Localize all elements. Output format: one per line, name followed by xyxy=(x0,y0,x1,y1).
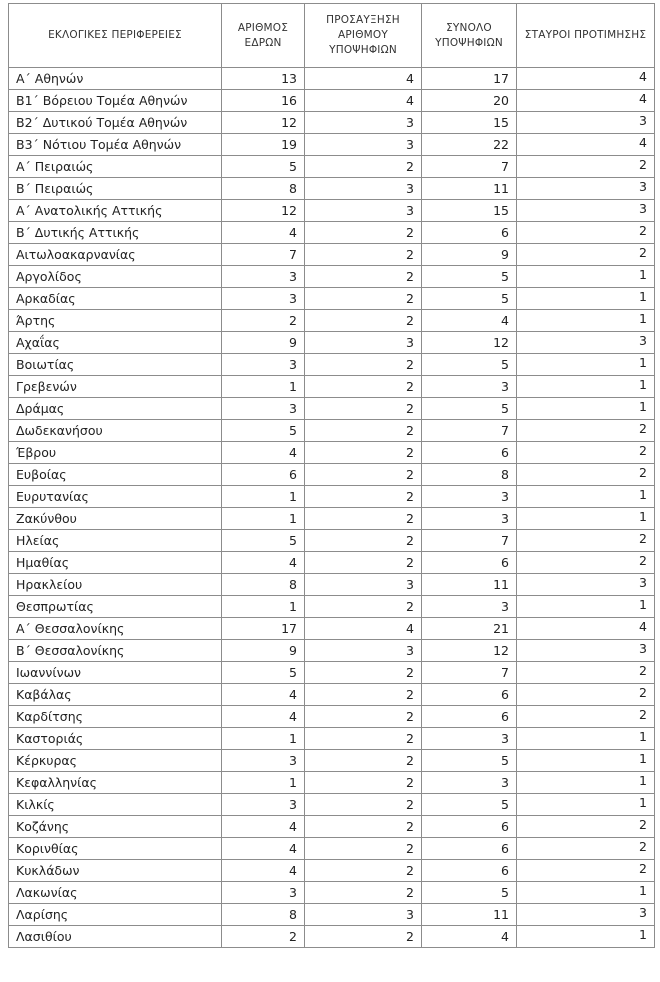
total-candidates-cell: 5 xyxy=(422,794,517,816)
preference-votes-cell: 2 xyxy=(517,244,655,266)
seats-cell: 3 xyxy=(222,266,305,288)
table-row xyxy=(9,178,655,200)
total-candidates-cell: 6 xyxy=(422,684,517,706)
seats-cell: 3 xyxy=(222,794,305,816)
total-candidates-cell: 3 xyxy=(422,376,517,398)
preference-votes-cell: 4 xyxy=(517,90,655,112)
candidate-increase-cell: 2 xyxy=(305,420,422,442)
table-row xyxy=(9,684,655,706)
seats-cell: 17 xyxy=(222,618,305,640)
total-candidates-cell: 7 xyxy=(422,420,517,442)
total-candidates-cell: 3 xyxy=(422,728,517,750)
seats-cell: 6 xyxy=(222,464,305,486)
seats-cell: 12 xyxy=(222,200,305,222)
total-candidates-cell: 4 xyxy=(422,926,517,948)
seats-cell: 1 xyxy=(222,728,305,750)
table-row xyxy=(9,376,655,398)
district-name-cell: Α΄ Θεσσαλονίκης xyxy=(9,618,222,640)
district-name-cell: Ηρακλείου xyxy=(9,574,222,596)
district-name-cell: Α΄ Πειραιώς xyxy=(9,156,222,178)
seats-cell: 4 xyxy=(222,684,305,706)
district-name-cell: Λασιθίου xyxy=(9,926,222,948)
preference-votes-cell: 1 xyxy=(517,596,655,618)
seats-cell: 4 xyxy=(222,442,305,464)
candidate-increase-cell: 2 xyxy=(305,464,422,486)
candidate-increase-cell: 3 xyxy=(305,640,422,662)
candidate-increase-cell: 2 xyxy=(305,772,422,794)
table-row xyxy=(9,90,655,112)
candidate-increase-cell: 2 xyxy=(305,266,422,288)
district-name-cell: Α΄ Αθηνών xyxy=(9,68,222,90)
seats-cell: 9 xyxy=(222,640,305,662)
candidate-increase-cell: 2 xyxy=(305,486,422,508)
seats-cell: 1 xyxy=(222,486,305,508)
preference-votes-cell: 1 xyxy=(517,508,655,530)
table-row xyxy=(9,530,655,552)
table-row xyxy=(9,508,655,530)
preference-votes-cell: 2 xyxy=(517,530,655,552)
preference-votes-cell: 4 xyxy=(517,68,655,90)
table-row xyxy=(9,200,655,222)
district-name-cell: Αχαΐας xyxy=(9,332,222,354)
district-name-cell: Κορινθίας xyxy=(9,838,222,860)
table-row xyxy=(9,794,655,816)
table-row xyxy=(9,134,655,156)
preference-votes-cell: 3 xyxy=(517,640,655,662)
total-candidates-cell: 6 xyxy=(422,860,517,882)
candidate-increase-cell: 2 xyxy=(305,310,422,332)
header-candidate-increase: ΠΡΟΣΑΥΞΗΣΗ ΑΡΙΘΜΟΥ ΥΠΟΨΗΦΙΩΝ xyxy=(305,4,422,68)
preference-votes-cell: 2 xyxy=(517,464,655,486)
preference-votes-cell: 1 xyxy=(517,288,655,310)
total-candidates-cell: 15 xyxy=(422,200,517,222)
total-candidates-cell: 5 xyxy=(422,266,517,288)
district-name-cell: Β΄ Δυτικής Αττικής xyxy=(9,222,222,244)
seats-cell: 5 xyxy=(222,156,305,178)
seats-cell: 5 xyxy=(222,662,305,684)
candidate-increase-cell: 2 xyxy=(305,244,422,266)
candidate-increase-cell: 2 xyxy=(305,794,422,816)
table-row xyxy=(9,354,655,376)
total-candidates-cell: 7 xyxy=(422,662,517,684)
district-name-cell: Κοζάνης xyxy=(9,816,222,838)
preference-votes-cell: 4 xyxy=(517,134,655,156)
candidate-increase-cell: 3 xyxy=(305,200,422,222)
table-row xyxy=(9,926,655,948)
candidate-increase-cell: 2 xyxy=(305,838,422,860)
preference-votes-cell: 2 xyxy=(517,838,655,860)
total-candidates-cell: 3 xyxy=(422,508,517,530)
table-row xyxy=(9,838,655,860)
seats-cell: 3 xyxy=(222,398,305,420)
total-candidates-cell: 4 xyxy=(422,310,517,332)
table-row xyxy=(9,772,655,794)
preference-votes-cell: 1 xyxy=(517,794,655,816)
seats-cell: 12 xyxy=(222,112,305,134)
header-seats: ΑΡΙΘΜΟΣ ΕΔΡΩΝ xyxy=(222,4,305,68)
candidate-increase-cell: 2 xyxy=(305,398,422,420)
preference-votes-cell: 1 xyxy=(517,926,655,948)
preference-votes-cell: 3 xyxy=(517,574,655,596)
total-candidates-cell: 6 xyxy=(422,442,517,464)
table-row xyxy=(9,398,655,420)
seats-cell: 8 xyxy=(222,904,305,926)
candidate-increase-cell: 2 xyxy=(305,442,422,464)
district-name-cell: Άρτης xyxy=(9,310,222,332)
total-candidates-cell: 12 xyxy=(422,640,517,662)
total-candidates-cell: 12 xyxy=(422,332,517,354)
table-row xyxy=(9,882,655,904)
candidate-increase-cell: 2 xyxy=(305,552,422,574)
header-preference-votes: ΣΤΑΥΡΟΙ ΠΡΟΤΙΜΗΣΗΣ xyxy=(517,4,655,68)
candidate-increase-cell: 3 xyxy=(305,178,422,200)
total-candidates-cell: 5 xyxy=(422,750,517,772)
electoral-districts-table xyxy=(8,3,655,948)
district-name-cell: Ζακύνθου xyxy=(9,508,222,530)
header-total-candidates: ΣΥΝΟΛΟ ΥΠΟΨΗΦΙΩΝ xyxy=(422,4,517,68)
preference-votes-cell: 3 xyxy=(517,178,655,200)
candidate-increase-cell: 4 xyxy=(305,90,422,112)
table-row xyxy=(9,464,655,486)
table-row xyxy=(9,750,655,772)
district-name-cell: Καβάλας xyxy=(9,684,222,706)
seats-cell: 4 xyxy=(222,816,305,838)
district-name-cell: Βοιωτίας xyxy=(9,354,222,376)
total-candidates-cell: 7 xyxy=(422,156,517,178)
header-row xyxy=(9,4,655,68)
preference-votes-cell: 2 xyxy=(517,156,655,178)
preference-votes-cell: 2 xyxy=(517,684,655,706)
seats-cell: 9 xyxy=(222,332,305,354)
district-name-cell: Β2΄ Δυτικού Τομέα Αθηνών xyxy=(9,112,222,134)
preference-votes-cell: 1 xyxy=(517,486,655,508)
seats-cell: 5 xyxy=(222,420,305,442)
table-row xyxy=(9,662,655,684)
seats-cell: 4 xyxy=(222,222,305,244)
preference-votes-cell: 3 xyxy=(517,200,655,222)
seats-cell: 4 xyxy=(222,838,305,860)
preference-votes-cell: 1 xyxy=(517,398,655,420)
district-name-cell: Αιτωλοακαρνανίας xyxy=(9,244,222,266)
district-name-cell: Β΄ Θεσσαλονίκης xyxy=(9,640,222,662)
seats-cell: 1 xyxy=(222,596,305,618)
candidate-increase-cell: 2 xyxy=(305,728,422,750)
district-name-cell: Δράμας xyxy=(9,398,222,420)
preference-votes-cell: 3 xyxy=(517,112,655,134)
total-candidates-cell: 5 xyxy=(422,882,517,904)
seats-cell: 1 xyxy=(222,376,305,398)
district-name-cell: Β3΄ Νότιου Τομέα Αθηνών xyxy=(9,134,222,156)
table-row xyxy=(9,574,655,596)
candidate-increase-cell: 3 xyxy=(305,134,422,156)
total-candidates-cell: 15 xyxy=(422,112,517,134)
candidate-increase-cell: 3 xyxy=(305,904,422,926)
total-candidates-cell: 7 xyxy=(422,530,517,552)
seats-cell: 8 xyxy=(222,574,305,596)
table-row xyxy=(9,420,655,442)
candidate-increase-cell: 2 xyxy=(305,156,422,178)
preference-votes-cell: 2 xyxy=(517,860,655,882)
district-name-cell: Γρεβενών xyxy=(9,376,222,398)
total-candidates-cell: 8 xyxy=(422,464,517,486)
total-candidates-cell: 5 xyxy=(422,354,517,376)
table-row xyxy=(9,860,655,882)
total-candidates-cell: 3 xyxy=(422,772,517,794)
preference-votes-cell: 1 xyxy=(517,750,655,772)
table-row xyxy=(9,68,655,90)
total-candidates-cell: 22 xyxy=(422,134,517,156)
preference-votes-cell: 2 xyxy=(517,816,655,838)
seats-cell: 1 xyxy=(222,772,305,794)
seats-cell: 5 xyxy=(222,530,305,552)
candidate-increase-cell: 2 xyxy=(305,222,422,244)
district-name-cell: Κυκλάδων xyxy=(9,860,222,882)
preference-votes-cell: 1 xyxy=(517,266,655,288)
table-row xyxy=(9,552,655,574)
table-row xyxy=(9,310,655,332)
preference-votes-cell: 2 xyxy=(517,662,655,684)
district-name-cell: Κιλκίς xyxy=(9,794,222,816)
district-name-cell: Ημαθίας xyxy=(9,552,222,574)
district-name-cell: Ηλείας xyxy=(9,530,222,552)
table-row xyxy=(9,266,655,288)
total-candidates-cell: 3 xyxy=(422,596,517,618)
district-name-cell: Θεσπρωτίας xyxy=(9,596,222,618)
seats-cell: 8 xyxy=(222,178,305,200)
table-row xyxy=(9,640,655,662)
seats-cell: 2 xyxy=(222,926,305,948)
seats-cell: 4 xyxy=(222,706,305,728)
district-name-cell: Ευρυτανίας xyxy=(9,486,222,508)
preference-votes-cell: 1 xyxy=(517,772,655,794)
candidate-increase-cell: 2 xyxy=(305,354,422,376)
candidate-increase-cell: 3 xyxy=(305,574,422,596)
table-row xyxy=(9,596,655,618)
total-candidates-cell: 11 xyxy=(422,904,517,926)
total-candidates-cell: 11 xyxy=(422,574,517,596)
preference-votes-cell: 2 xyxy=(517,420,655,442)
seats-cell: 19 xyxy=(222,134,305,156)
candidate-increase-cell: 2 xyxy=(305,596,422,618)
candidate-increase-cell: 3 xyxy=(305,112,422,134)
table-row xyxy=(9,288,655,310)
total-candidates-cell: 6 xyxy=(422,222,517,244)
district-name-cell: Αργολίδος xyxy=(9,266,222,288)
total-candidates-cell: 9 xyxy=(422,244,517,266)
district-name-cell: Β1΄ Βόρειου Τομέα Αθηνών xyxy=(9,90,222,112)
candidate-increase-cell: 2 xyxy=(305,926,422,948)
total-candidates-cell: 11 xyxy=(422,178,517,200)
district-name-cell: Β΄ Πειραιώς xyxy=(9,178,222,200)
table-row xyxy=(9,442,655,464)
total-candidates-cell: 6 xyxy=(422,838,517,860)
district-name-cell: Καστοριάς xyxy=(9,728,222,750)
candidate-increase-cell: 4 xyxy=(305,618,422,640)
preference-votes-cell: 1 xyxy=(517,376,655,398)
table-row xyxy=(9,332,655,354)
candidate-increase-cell: 2 xyxy=(305,816,422,838)
district-name-cell: Λακωνίας xyxy=(9,882,222,904)
preference-votes-cell: 3 xyxy=(517,332,655,354)
total-candidates-cell: 6 xyxy=(422,706,517,728)
candidate-increase-cell: 2 xyxy=(305,684,422,706)
candidate-increase-cell: 2 xyxy=(305,376,422,398)
preference-votes-cell: 1 xyxy=(517,882,655,904)
table-row xyxy=(9,222,655,244)
candidate-increase-cell: 2 xyxy=(305,508,422,530)
candidate-increase-cell: 4 xyxy=(305,68,422,90)
table-row xyxy=(9,706,655,728)
district-name-cell: Α΄ Ανατολικής Αττικής xyxy=(9,200,222,222)
candidate-increase-cell: 2 xyxy=(305,882,422,904)
seats-cell: 2 xyxy=(222,310,305,332)
total-candidates-cell: 6 xyxy=(422,552,517,574)
total-candidates-cell: 5 xyxy=(422,288,517,310)
preference-votes-cell: 2 xyxy=(517,552,655,574)
table-row xyxy=(9,244,655,266)
district-name-cell: Κεφαλληνίας xyxy=(9,772,222,794)
seats-cell: 16 xyxy=(222,90,305,112)
candidate-increase-cell: 2 xyxy=(305,662,422,684)
candidate-increase-cell: 2 xyxy=(305,750,422,772)
total-candidates-cell: 21 xyxy=(422,618,517,640)
seats-cell: 3 xyxy=(222,354,305,376)
table-row xyxy=(9,112,655,134)
seats-cell: 3 xyxy=(222,882,305,904)
candidate-increase-cell: 3 xyxy=(305,332,422,354)
table-row xyxy=(9,618,655,640)
seats-cell: 1 xyxy=(222,508,305,530)
total-candidates-cell: 5 xyxy=(422,398,517,420)
seats-cell: 4 xyxy=(222,552,305,574)
total-candidates-cell: 3 xyxy=(422,486,517,508)
preference-votes-cell: 1 xyxy=(517,310,655,332)
district-name-cell: Λαρίσης xyxy=(9,904,222,926)
seats-cell: 3 xyxy=(222,750,305,772)
preference-votes-cell: 1 xyxy=(517,354,655,376)
seats-cell: 13 xyxy=(222,68,305,90)
candidate-increase-cell: 2 xyxy=(305,530,422,552)
table-row xyxy=(9,816,655,838)
preference-votes-cell: 2 xyxy=(517,222,655,244)
district-name-cell: Έβρου xyxy=(9,442,222,464)
district-name-cell: Αρκαδίας xyxy=(9,288,222,310)
candidate-increase-cell: 2 xyxy=(305,860,422,882)
candidate-increase-cell: 2 xyxy=(305,706,422,728)
preference-votes-cell: 4 xyxy=(517,618,655,640)
district-name-cell: Ιωαννίνων xyxy=(9,662,222,684)
total-candidates-cell: 6 xyxy=(422,816,517,838)
total-candidates-cell: 17 xyxy=(422,68,517,90)
header-districts: ΕΚΛΟΓΙΚΕΣ ΠΕΡΙΦΕΡΕΙΕΣ xyxy=(9,4,222,68)
table-row xyxy=(9,904,655,926)
table-row xyxy=(9,486,655,508)
seats-cell: 7 xyxy=(222,244,305,266)
total-candidates-cell: 20 xyxy=(422,90,517,112)
table-row xyxy=(9,156,655,178)
candidate-increase-cell: 2 xyxy=(305,288,422,310)
preference-votes-cell: 3 xyxy=(517,904,655,926)
preference-votes-cell: 1 xyxy=(517,728,655,750)
seats-cell: 4 xyxy=(222,860,305,882)
preference-votes-cell: 2 xyxy=(517,706,655,728)
district-name-cell: Ευβοίας xyxy=(9,464,222,486)
seats-cell: 3 xyxy=(222,288,305,310)
district-name-cell: Κέρκυρας xyxy=(9,750,222,772)
district-name-cell: Δωδεκανήσου xyxy=(9,420,222,442)
district-name-cell: Καρδίτσης xyxy=(9,706,222,728)
preference-votes-cell: 2 xyxy=(517,442,655,464)
table-row xyxy=(9,728,655,750)
